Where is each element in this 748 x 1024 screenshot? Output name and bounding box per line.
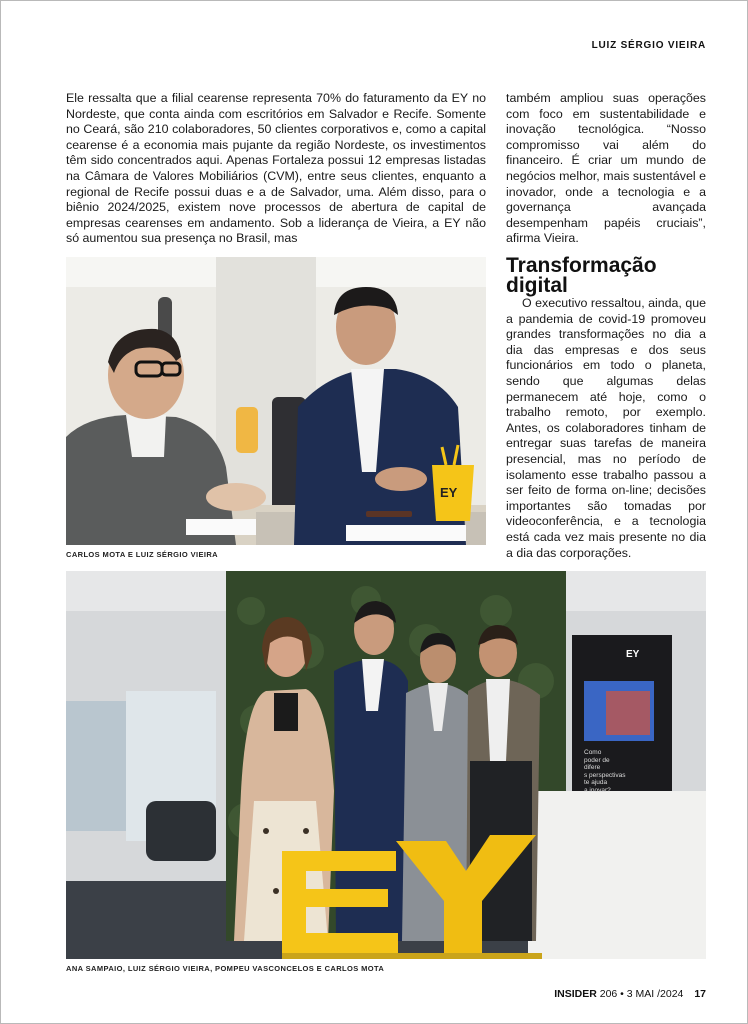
sign-screen-text bbox=[584, 749, 670, 794]
photo-caption-1: CARLOS MOTA E LUIZ SÉRGIO VIEIRA bbox=[66, 550, 218, 559]
publication-name: INSIDER bbox=[554, 988, 597, 1000]
issue-info: 206 • 3 MAI /2024 bbox=[599, 988, 684, 1000]
section-paragraph: O executivo ressaltou, ainda, que a pandemia de covid-19 promoveu grandes transformações no dia a dia das empresas e dos seus funcionários em todo o planeta, sendo que algumas delas permanecem até hoje, como o trabalho remoto, por exemplo. Antes, os colaboradores tinham de entregar suas tarefas de maneira presencial, mas no período de isolamento esse trabalho passou a ser feito de forma on-line; decisões importantes são tomadas por videoconferência, e a tecnologia está cada vez mais presente no dia a dia das corporações. bbox=[506, 296, 706, 560]
photo-caption-2: ANA SAMPAIO, LUIZ SÉRGIO VIEIRA, POMPEU VASCONCELOS E CARLOS MOTA bbox=[66, 964, 385, 973]
sign-screen-line: difere bbox=[584, 764, 601, 771]
sign-screen-line: Como bbox=[584, 749, 602, 756]
left-column-paragraph: Ele ressalta que a filial cearense representa 70% do faturamento da EY no Nordeste, que conta ainda com escritórios em Salvador e Recife. Somente no Ceará, são 210 colaboradores, 50 clientes corporativos e, como a capital cearense é a economia mais pujante da região Nordeste, os investimentos têm sido concentrados aqui. Apenas Fortaleza possui 12 empresas listadas na Câmara de Valores Mobiliários (CVM), entre seus clientes, enquanto a regional de Recife possui duas e a de Salvador, uma. Além disso, para o biênio 2024/2025, existem nove processos de abertura de capital de empresas cearenses em andamento. Sob a liderança de Vieira, a EY não só aumentou sua presença no Brasil, mas bbox=[66, 91, 486, 246]
sign-screen-line: poder de bbox=[584, 756, 610, 764]
cup-logo: EY bbox=[440, 485, 458, 500]
page-footer bbox=[554, 988, 706, 1000]
sign-logo: EY bbox=[626, 649, 640, 660]
section-heading: Transformação digital bbox=[506, 254, 657, 297]
page-number: 17 bbox=[694, 988, 706, 1000]
sign-screen-line: a inovar? bbox=[584, 786, 611, 794]
running-head: LUIZ SÉRGIO VIEIRA bbox=[591, 40, 706, 51]
photo-meeting bbox=[66, 257, 486, 545]
sign-screen-line: te ajuda bbox=[584, 779, 608, 786]
right-column-continuation: também ampliou suas operações com foco em sustentabilidade e inovação tecnológica. “Nosso compromisso vai além do financeiro. É criar um mundo de negócios melhor, mais sustentável e inovador, onde a tecnologia e a governança avançada desempenham papéis cruciais”, afirma Vieira. bbox=[506, 91, 706, 246]
photo-group bbox=[66, 571, 706, 959]
sign-screen-line: s perspectivas bbox=[584, 771, 626, 779]
